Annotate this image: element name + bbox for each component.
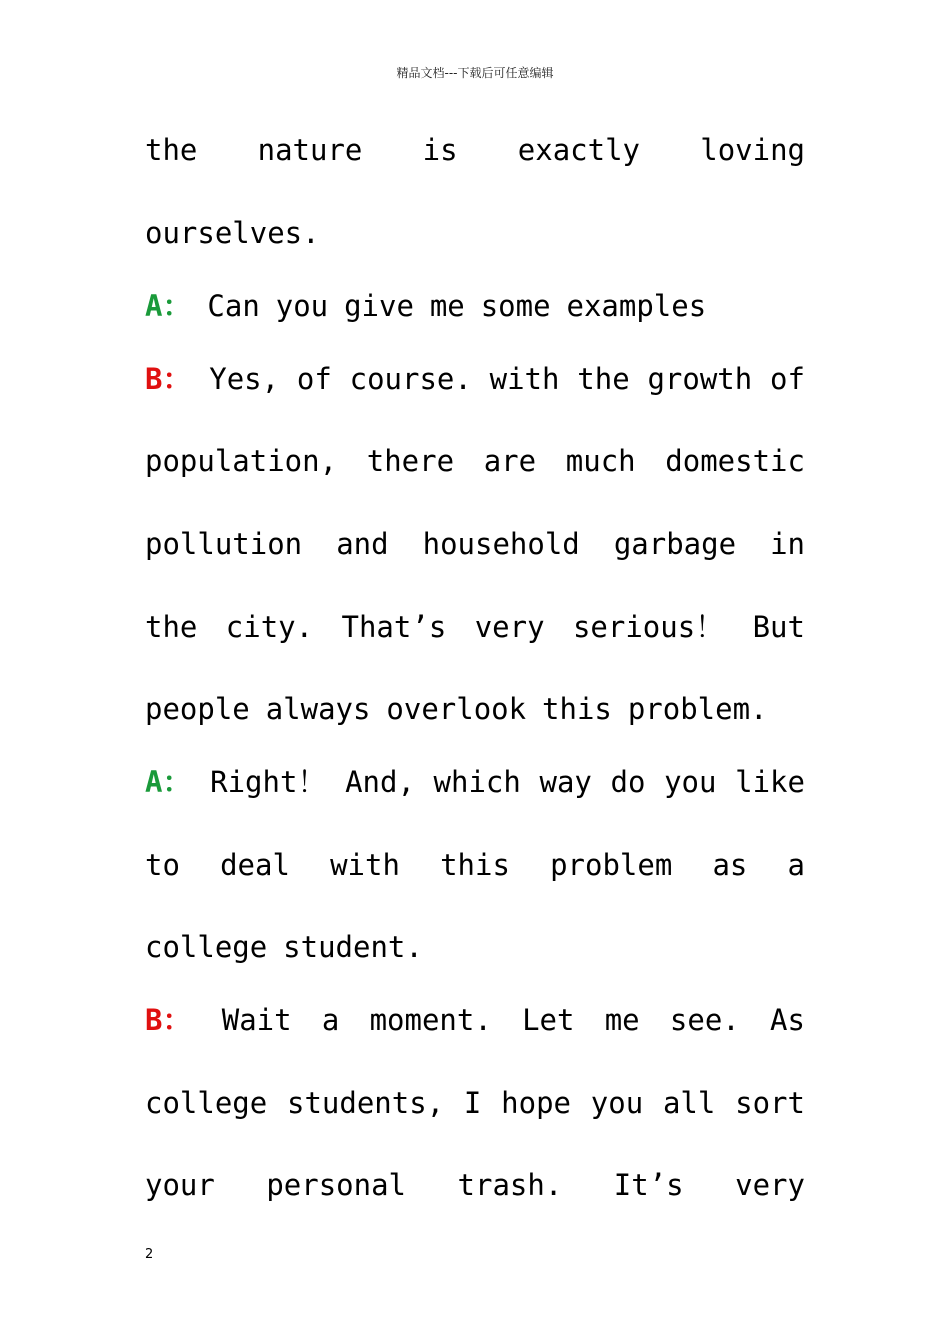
word: people [145,692,250,726]
word: Right！ [210,765,327,799]
line-4 [145,361,805,397]
word: city. [225,610,314,644]
word: hope [501,1086,572,1120]
speaker-a-label: A： [145,289,192,323]
word: with [330,848,400,882]
word: of [296,362,332,396]
word: as [712,848,748,882]
word: overlook [386,692,527,726]
word: pollution [145,527,303,561]
word: which [433,765,521,799]
word: a [321,1003,340,1037]
line-10 [145,847,805,883]
word: there [366,444,455,478]
word: Let [522,1003,575,1037]
word: you [664,765,717,799]
word: like [735,765,805,799]
word: trash. [457,1168,563,1202]
line-5 [145,443,805,479]
word: me [604,1003,640,1037]
word: moment. [369,1003,492,1037]
word: students, [287,1086,445,1120]
line-9 [145,764,805,800]
line-12 [145,1002,805,1038]
line-7 [145,609,805,645]
word: the [145,610,198,644]
word: serious！ [572,610,725,644]
word: very [474,610,545,644]
line-11 [145,929,805,965]
word: to [145,848,180,882]
word: your [145,1168,215,1202]
word: give [344,289,414,323]
word: in [770,527,805,561]
line-2 [145,215,805,251]
word: do [610,765,646,799]
word: a [787,848,805,882]
page-number: 2 [145,1247,154,1262]
word: this [542,692,612,726]
word: you [275,289,329,323]
line-14 [145,1167,805,1203]
word: problem. [627,692,768,726]
word: very [735,1168,805,1202]
word: all [662,1086,716,1120]
word: growth [647,362,753,396]
word: much [565,444,636,478]
word: this [440,848,510,882]
word: college [145,930,268,964]
word: me [429,289,465,323]
word: examples [566,289,707,323]
word: population, [145,444,338,478]
word: of [770,362,805,396]
word: Yes, [209,362,280,396]
line-1 [145,132,805,168]
line-3 [145,288,805,324]
line-13 [145,1085,805,1121]
word: some [480,289,551,323]
page-header: 精品文档---下载后可任意编辑 [396,66,554,80]
word: It’s [613,1168,684,1202]
speaker-a-label: A： [145,765,192,799]
word: Can [207,289,260,323]
word: you [590,1086,644,1120]
word: the [577,362,630,396]
word: garbage [613,527,737,561]
line-6 [145,526,805,562]
word: with [489,362,560,396]
word: But [752,610,805,644]
word: domestic [665,444,805,478]
speaker-b-label: B： [145,362,192,396]
word: ourselves. [145,216,320,250]
word: I [463,1086,482,1120]
line-8 [145,691,805,727]
word: are [483,444,537,478]
word: see. [669,1003,740,1037]
word: personal [266,1168,407,1202]
word: household [422,527,580,561]
word: sort [735,1086,805,1120]
word: way [539,765,592,799]
word: problem [550,848,673,882]
word: student. [283,930,423,964]
word: and [336,527,389,561]
word: course. [349,362,472,396]
word: That’s [341,610,447,644]
word: nature [257,133,363,167]
word: And, [345,765,415,799]
word: college [145,1086,268,1120]
word: Wait [221,1003,292,1037]
word: always [265,692,371,726]
word: deal [220,848,290,882]
word: loving [700,133,805,167]
word: As [770,1003,805,1037]
word: exactly [517,133,640,167]
word: the [145,133,198,167]
speaker-b-label: B： [145,1003,192,1037]
word: is [422,133,458,167]
